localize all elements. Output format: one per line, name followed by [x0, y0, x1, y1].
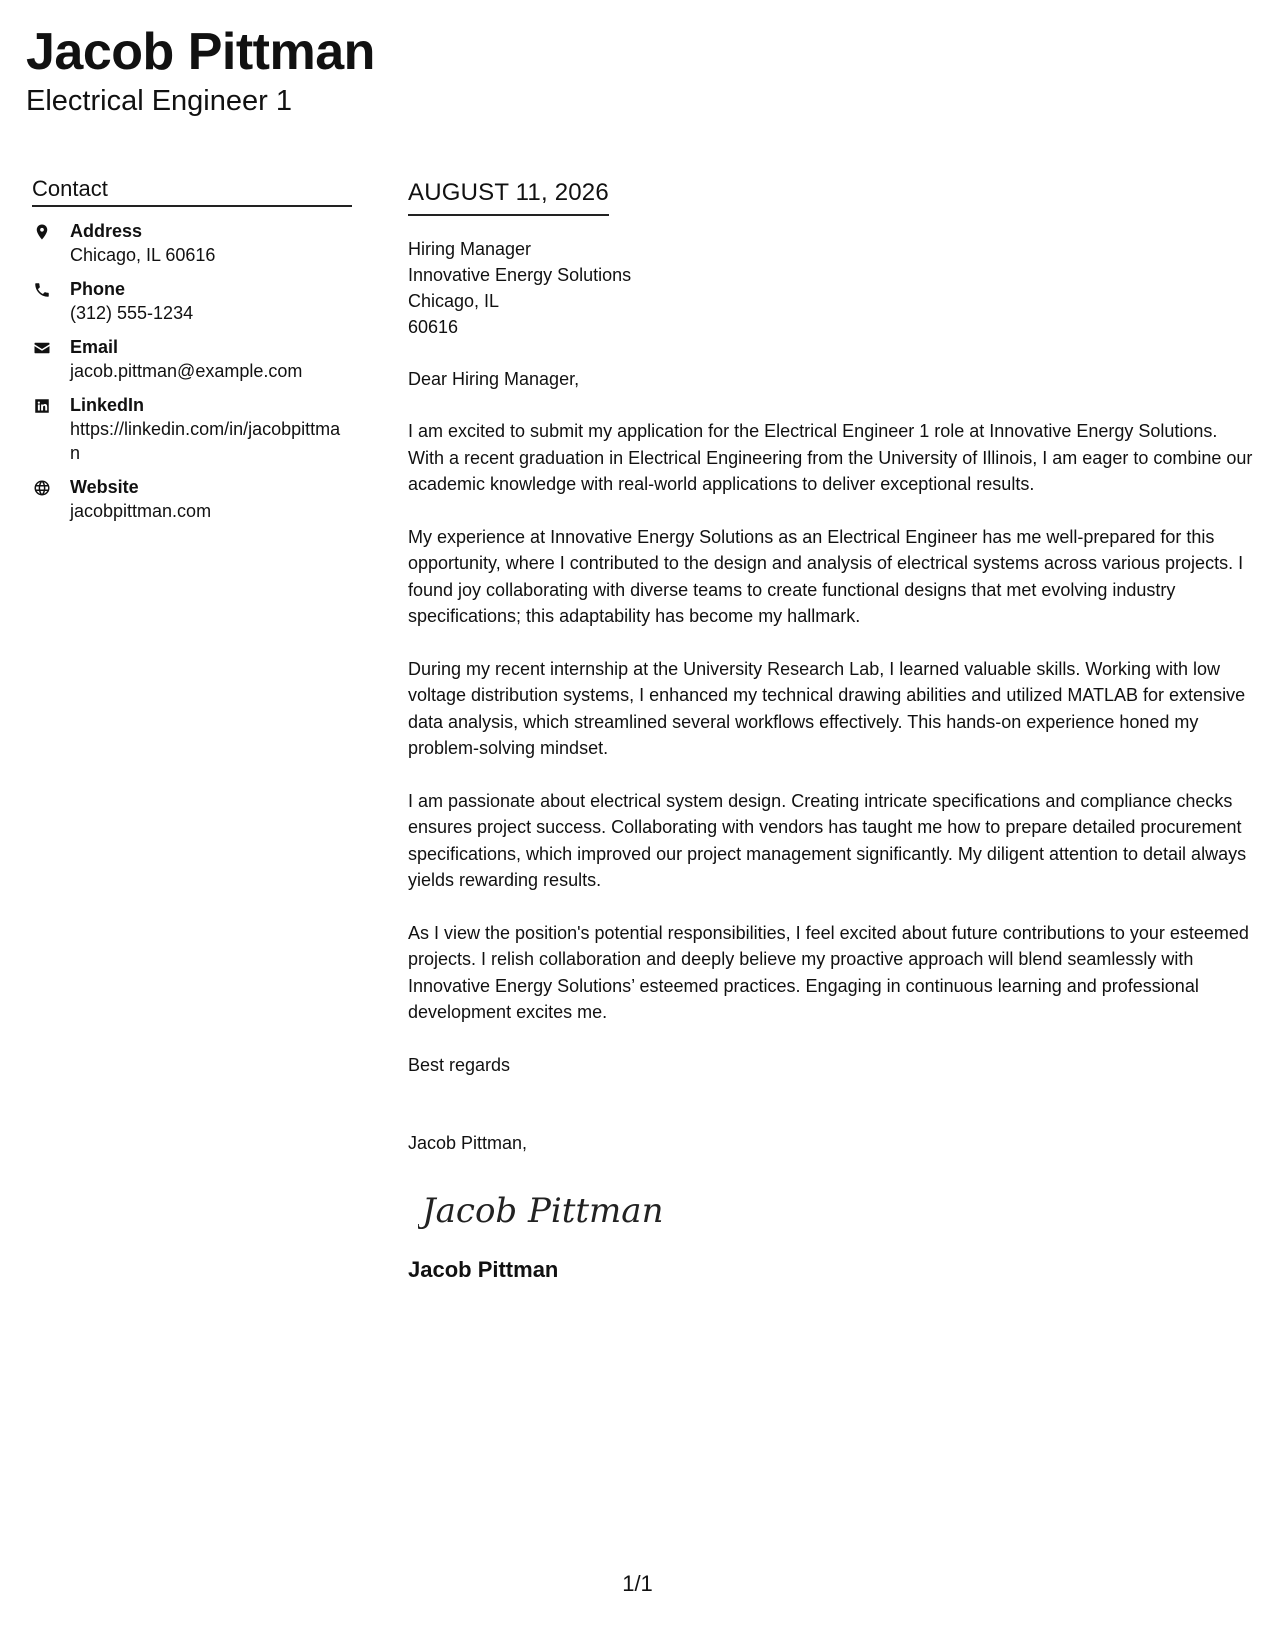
contact-label: Phone [70, 279, 126, 299]
linkedin-icon [32, 396, 52, 416]
closing: Best regards [408, 1054, 511, 1075]
body-paragraph: My experience at Innovative Energy Solutions as an Electrical Engineer has me well-prepared for this opportunity, where I contributed to the design and analysis of electrical systems across various projects. I found joy collaborating with diverse teams to create functional designs that met evolving industry specifications; this adaptability has become my hallmark. [408, 526, 1244, 626]
recipient-line: Innovative Energy Solutions [408, 265, 632, 285]
greeting: Dear Hiring Manager, [408, 369, 580, 389]
contact-item-email [32, 335, 352, 383]
contact-sidebar [32, 174, 352, 533]
contact-item-phone [32, 277, 352, 325]
globe-icon [32, 478, 52, 498]
signer-name: Jacob Pittman, [408, 1132, 528, 1153]
linkedin-value[interactable]: https://linkedin.com/in/jacobpittman [70, 419, 341, 463]
contact-heading: Contact [32, 174, 352, 207]
signature-name: Jacob Pittman [408, 1256, 559, 1282]
recipient-line: Hiring Manager [408, 239, 532, 259]
recipient-line: Chicago, IL [408, 291, 500, 311]
contact-label: Address [70, 221, 143, 241]
map-pin-icon [32, 222, 52, 242]
phone-value: (312) 555-1234 [70, 303, 194, 323]
job-title: Electrical Engineer 1 [26, 85, 292, 117]
phone-icon [32, 280, 52, 300]
contact-item-address [32, 219, 352, 267]
recipient-block [408, 236, 1258, 340]
body-paragraph: As I view the position's potential responsibilities, I feel excited about future contributions to your esteemed projects. I relish collaboration and deeply believe my proactive approach will blend seamlessly with Innovative Energy Solutions’ esteemed practices. Engaging in continuous learning and professional development excites me. [408, 922, 1249, 1022]
applicant-name: Jacob Pittman [26, 23, 375, 81]
contact-item-linkedin [32, 393, 352, 465]
address-value: Chicago, IL 60616 [70, 245, 216, 265]
body-paragraph: I am passionate about electrical system design. Creating intricate specifications and compliance checks ensures project success. Collaborating with vendors has taught me how to prepare detailed procurement specifications, which improved our project management significantly. My diligent attention to detail always yields rewarding results. [408, 790, 1247, 890]
body-paragraph: During my recent internship at the University Research Lab, I learned valuable skills. Working with low voltage distribution systems, I enhanced my technical drawing abilities and utilized MATLAB for extensive data analysis, which streamlined several workflows effectively. This hands-on experience honed my problem-solving mindset. [408, 658, 1246, 758]
page-number: 1/1 [622, 1571, 653, 1596]
contact-label: LinkedIn [70, 395, 145, 415]
contact-label: Website [70, 477, 139, 497]
date-block [408, 178, 609, 216]
contact-label: Email [70, 337, 119, 357]
body-paragraph: I am excited to submit my application for the Electrical Engineer 1 role at Innovative Energy Solutions. With a recent graduation in Electrical Engineering from the University of Illinois, I am eager to combine our academic knowledge with real-world applications to deliver exceptional results. [408, 421, 1253, 494]
letter-date: AUGUST 11, 2026 [408, 179, 609, 206]
recipient-line: 60616 [408, 317, 459, 337]
envelope-icon [32, 338, 52, 358]
handwritten-signature [418, 1184, 678, 1236]
website-value[interactable]: jacobpittman.com [70, 501, 212, 521]
signature-text: Jacob Pittman [422, 1190, 664, 1231]
contact-item-website [32, 475, 352, 523]
letter-body [408, 178, 1258, 1284]
email-value[interactable]: jacob.pittman@example.com [70, 361, 303, 381]
header [26, 22, 375, 118]
